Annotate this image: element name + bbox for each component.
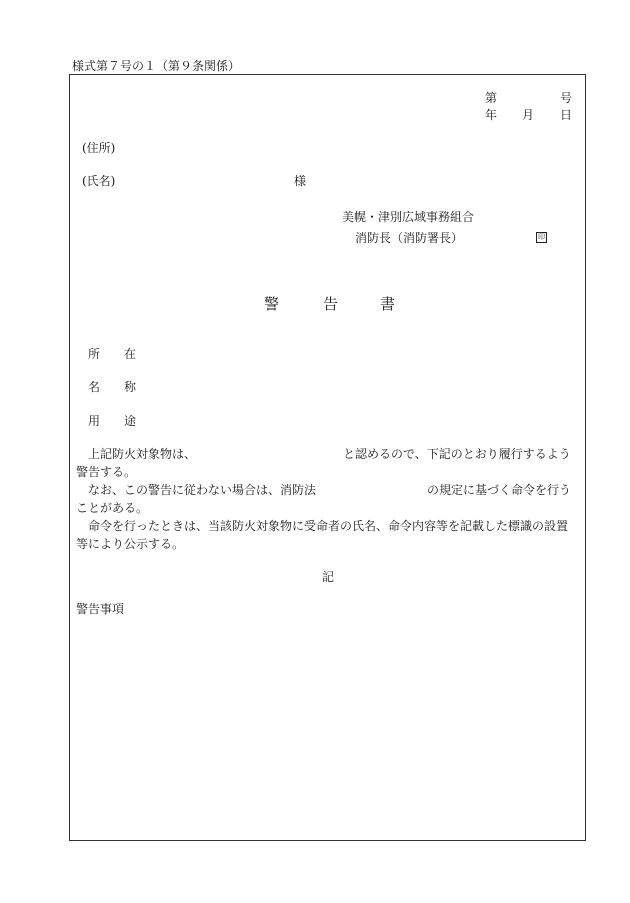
title-char-1: 警 xyxy=(264,295,280,313)
body-p1-cont: 警告する。 xyxy=(76,465,137,479)
body-p3-line1: 命令を行ったときは、当該防火対象物に受命者の氏名、命令内容等を記載した標識の設置 xyxy=(88,519,569,533)
body-p2-start: なお、この警告に従わない場合は、消防法 xyxy=(88,483,317,497)
field-use-c1: 用 xyxy=(88,414,101,428)
issuer-organization: 美幌・津別広域事務組合 xyxy=(342,210,475,224)
doc-number-suffix: 号 xyxy=(560,91,573,105)
issuer-title: 消防長（消防署長） xyxy=(355,231,464,245)
warning-items-label: 警告事項 xyxy=(76,602,125,616)
body-p1-end: と認めるので、下記のとおり履行するよう xyxy=(343,447,571,461)
field-location-c2: 在 xyxy=(124,347,137,361)
ki-heading: 記 xyxy=(322,570,335,584)
seal-mark: 印 xyxy=(538,233,545,241)
field-name-c2: 称 xyxy=(124,380,137,394)
field-location-c1: 所 xyxy=(88,347,101,361)
doc-number-prefix: 第 xyxy=(485,91,498,105)
body-p1-start: 上記防火対象物は、 xyxy=(88,447,197,461)
field-use-c2: 途 xyxy=(124,414,137,428)
date-day: 日 xyxy=(560,108,573,122)
form-number: 様式第７号の１（第９条関係） xyxy=(72,59,241,73)
field-name-c1: 名 xyxy=(88,380,101,394)
body-p2-end: の規定に基づく命令を行う xyxy=(427,483,572,497)
title-char-2: 告 xyxy=(323,295,339,313)
title-char-3: 書 xyxy=(380,295,396,313)
date-year: 年 xyxy=(485,108,498,122)
honorific: 様 xyxy=(294,174,307,188)
name-label: (氏名) xyxy=(82,174,116,188)
body-p2-cont: ことがある。 xyxy=(76,501,149,515)
date-month: 月 xyxy=(522,108,535,122)
body-p3-line2: 等により公示する。 xyxy=(76,537,185,551)
address-label: (住所) xyxy=(82,141,116,155)
